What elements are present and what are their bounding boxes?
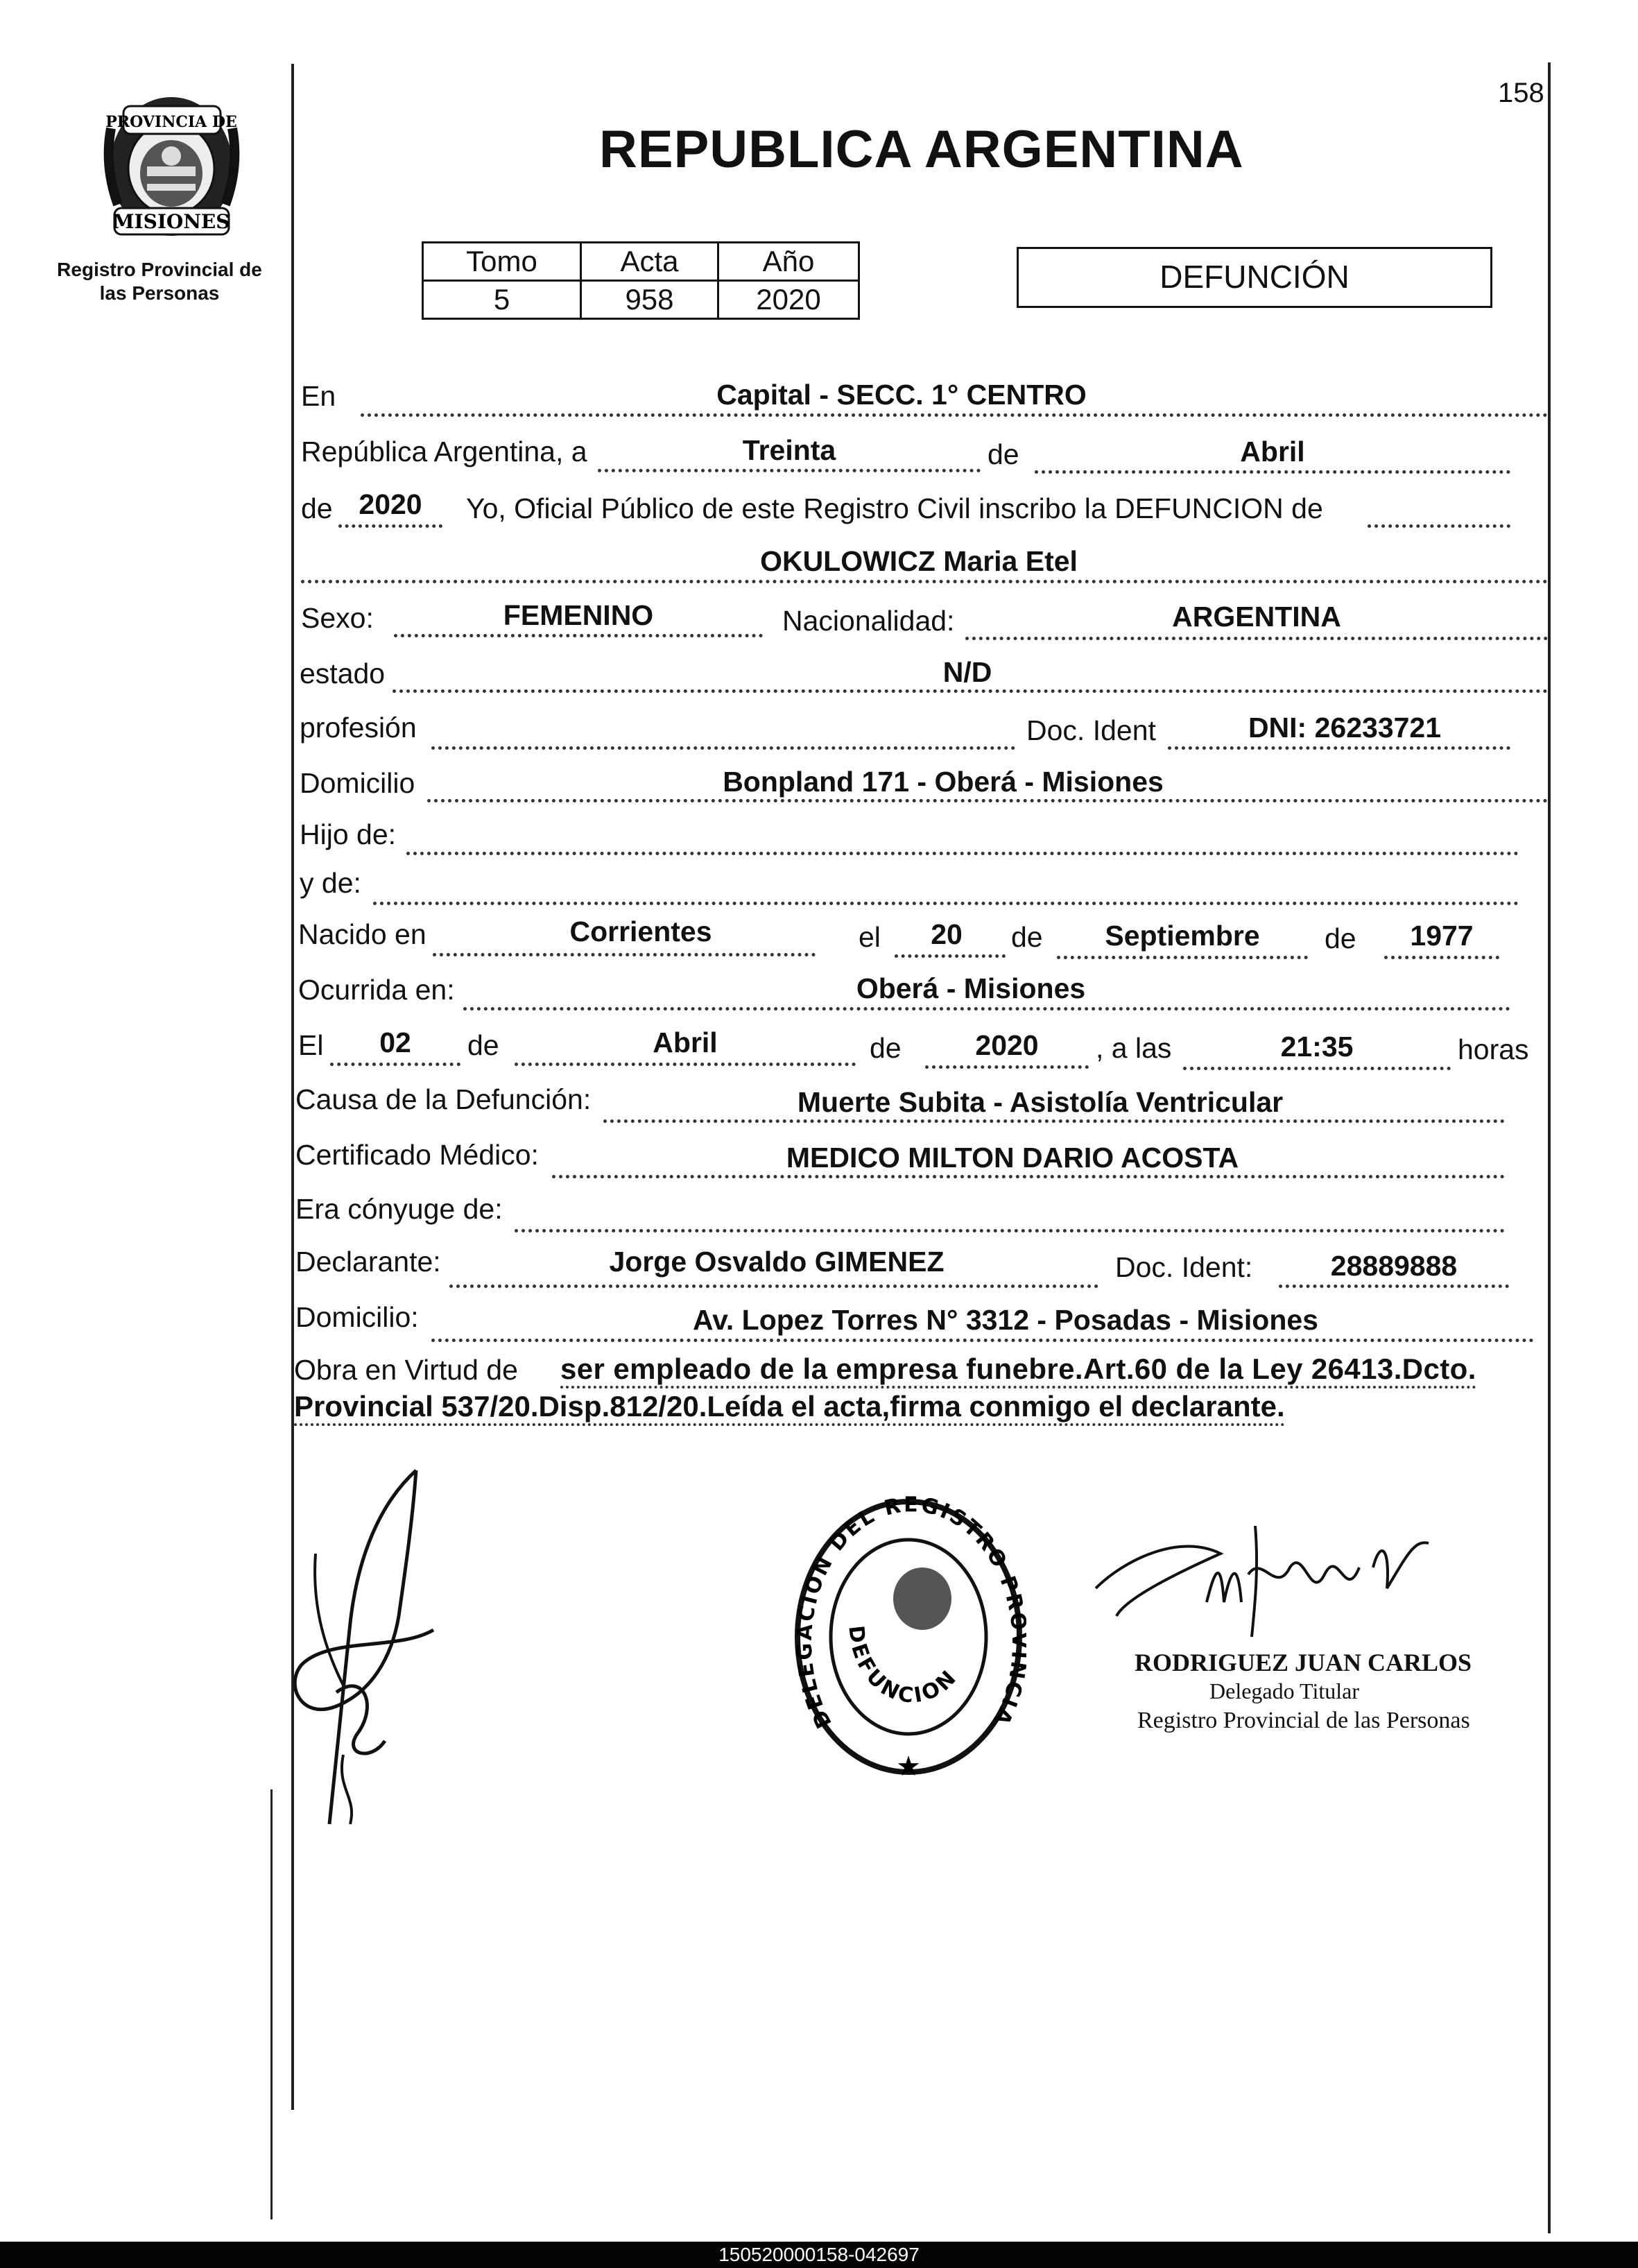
nacido-value: Corrientes [569, 916, 712, 947]
death-year-value: 2020 [975, 1029, 1039, 1061]
de6-label: de [870, 1032, 902, 1064]
year-value: 2020 [359, 488, 422, 520]
tomo-value: 5 [423, 281, 581, 319]
record-box [422, 241, 860, 320]
inscribo-text: Yo, Oficial Público de este Registro Civil inscribo la DEFUNCION de [466, 492, 1323, 524]
day-value: Treinta [742, 434, 836, 466]
acta-value: 958 [581, 281, 718, 319]
profesion-dots [431, 746, 1015, 750]
certificado-value: MEDICO MILTON DARIO ACOSTA [786, 1142, 1239, 1174]
estado-label: estado [300, 658, 386, 689]
doc-dots [1168, 746, 1510, 750]
estado-value: N/D [942, 656, 992, 688]
birth-day-dots [895, 954, 1006, 958]
nacionalidad-dots [965, 637, 1548, 640]
declarant-signature [274, 1463, 454, 1852]
obra-line-1: ser empleado de la empresa funebre.Art.60 de la Ley 26413.Dcto. [560, 1352, 1476, 1389]
republica-label: República Argentina, a [301, 436, 587, 467]
el-label: el [859, 921, 881, 953]
doc-label: Doc. Ident [1026, 714, 1156, 746]
page-title: REPUBLICA ARGENTINA [599, 120, 1244, 179]
nacionalidad-label: Nacionalidad: [782, 605, 955, 637]
left-margin-rule-lower [270, 1789, 273, 2219]
yde-label: y de: [300, 867, 361, 899]
doc2-value: 28889888 [1330, 1250, 1458, 1282]
tomo-label: Tomo [423, 243, 581, 281]
doc2-dots [1279, 1285, 1509, 1288]
certificado-dots [552, 1175, 1505, 1178]
nacido-label: Nacido en [298, 918, 426, 950]
doc2-label: Doc. Ident: [1115, 1251, 1253, 1283]
nacionalidad-value: ARGENTINA [1172, 601, 1341, 633]
page-number: 158 [1498, 78, 1544, 108]
hijo-dots [406, 852, 1519, 855]
anio-value: 2020 [718, 281, 859, 319]
domicilio2-value: Av. Lopez Torres N° 3312 - Posadas - Misiones [693, 1304, 1318, 1336]
profesion-label: profesión [300, 712, 417, 744]
de4-label: de [1325, 922, 1356, 954]
official-name: RODRIGUEZ JUAN CARLOS [1135, 1649, 1472, 1676]
en-dots [361, 413, 1548, 417]
day-dots [598, 469, 981, 472]
birth-year-dots [1384, 956, 1499, 959]
death-time-dots [1183, 1067, 1451, 1070]
horas-label: horas [1458, 1033, 1529, 1065]
emblem-text-top: PROVINCIA DE [105, 113, 237, 131]
name-dots [301, 580, 1548, 583]
declarante-value: Jorge Osvaldo GIMENEZ [609, 1246, 945, 1278]
emblem-text-bottom: MISIONES [112, 210, 230, 233]
month-value: Abril [1240, 436, 1305, 467]
death-time-value: 21:35 [1280, 1031, 1354, 1063]
causa-dots [603, 1119, 1505, 1123]
death-month-dots [515, 1063, 856, 1066]
el2-label: El [298, 1029, 324, 1061]
en-value: Capital - SECC. 1° CENTRO [716, 379, 1087, 411]
death-year-dots [925, 1065, 1089, 1069]
certificado-label: Certificado Médico: [295, 1139, 539, 1171]
conyuge-dots [515, 1229, 1505, 1232]
province-emblem [97, 87, 246, 239]
month-dots [1035, 470, 1510, 474]
official-role: Delegado Titular [1209, 1678, 1359, 1703]
causa-value: Muerte Subita - Asistolía Ventricular [797, 1086, 1284, 1118]
stamp-outer-text: DELEGACION DEL REGISTRO PR CIA [792, 1495, 1026, 1733]
obra-label: Obra en Virtud de [294, 1354, 518, 1386]
domicilio-value: Bonpland 171 - Oberá - Misiones [723, 766, 1164, 798]
estado-dots [393, 689, 1548, 693]
sexo-dots [394, 634, 763, 637]
ocurrida-dots [463, 1007, 1510, 1011]
inscribo-dots [1368, 524, 1510, 528]
birth-day-value: 20 [931, 918, 963, 950]
death-day-value: 02 [379, 1026, 411, 1058]
stamp-inner-text: DEFUNCION [843, 1624, 963, 1709]
hijo-label: Hijo de: [300, 818, 397, 850]
acta-label: Acta [581, 243, 718, 281]
official-office: Registro Provincial de las Personas [1137, 1708, 1470, 1733]
svg-text:★: ★ [896, 1751, 921, 1782]
registry-line-1: Registro Provincial de [57, 259, 262, 280]
official-stamp [791, 1495, 1026, 1786]
domicilio-dots [427, 799, 1548, 802]
declarante-dots [449, 1285, 1098, 1288]
en-label: En [301, 380, 336, 412]
obra-line-2: Provincial 537/20.Disp.812/20.Leída el acta,firma conmigo el declarante. [294, 1390, 1285, 1426]
de2-label: de [301, 492, 333, 524]
death-month-value: Abril [653, 1026, 718, 1058]
birth-month-value: Septiembre [1105, 920, 1260, 952]
alas-label: , a las [1096, 1032, 1172, 1064]
de-label: de [988, 438, 1019, 470]
doc-value: DNI: 26233721 [1248, 712, 1442, 744]
year-dots [338, 524, 442, 528]
record-type: DEFUNCIÓN [1017, 247, 1492, 308]
death-day-dots [330, 1063, 460, 1066]
ocurrida-value: Oberá - Misiones [856, 972, 1086, 1004]
right-margin-rule [1548, 62, 1551, 2233]
declarante-label: Declarante: [295, 1246, 441, 1278]
sexo-label: Sexo: [301, 602, 374, 634]
de5-label: de [467, 1029, 499, 1061]
anio-label: Año [718, 243, 859, 281]
document-code: 150520000158-042697 [0, 2242, 1638, 2268]
registry-name [42, 258, 277, 305]
registry-line-2: las Personas [99, 282, 220, 304]
sexo-value: FEMENINO [503, 599, 654, 631]
birth-month-dots [1057, 956, 1308, 959]
conyuge-label: Era cónyuge de: [295, 1193, 503, 1225]
domicilio2-label: Domicilio: [295, 1301, 419, 1333]
de3-label: de [1011, 921, 1043, 953]
deceased-name: OKULOWICZ Maria Etel [760, 545, 1078, 577]
domicilio-label: Domicilio [300, 767, 415, 799]
ocurrida-label: Ocurrida en: [298, 974, 455, 1006]
yde-dots [373, 902, 1519, 905]
birth-year-value: 1977 [1410, 920, 1474, 952]
causa-label: Causa de la Defunción: [295, 1083, 592, 1115]
domicilio2-dots [431, 1339, 1534, 1342]
nacido-dots [433, 953, 816, 956]
